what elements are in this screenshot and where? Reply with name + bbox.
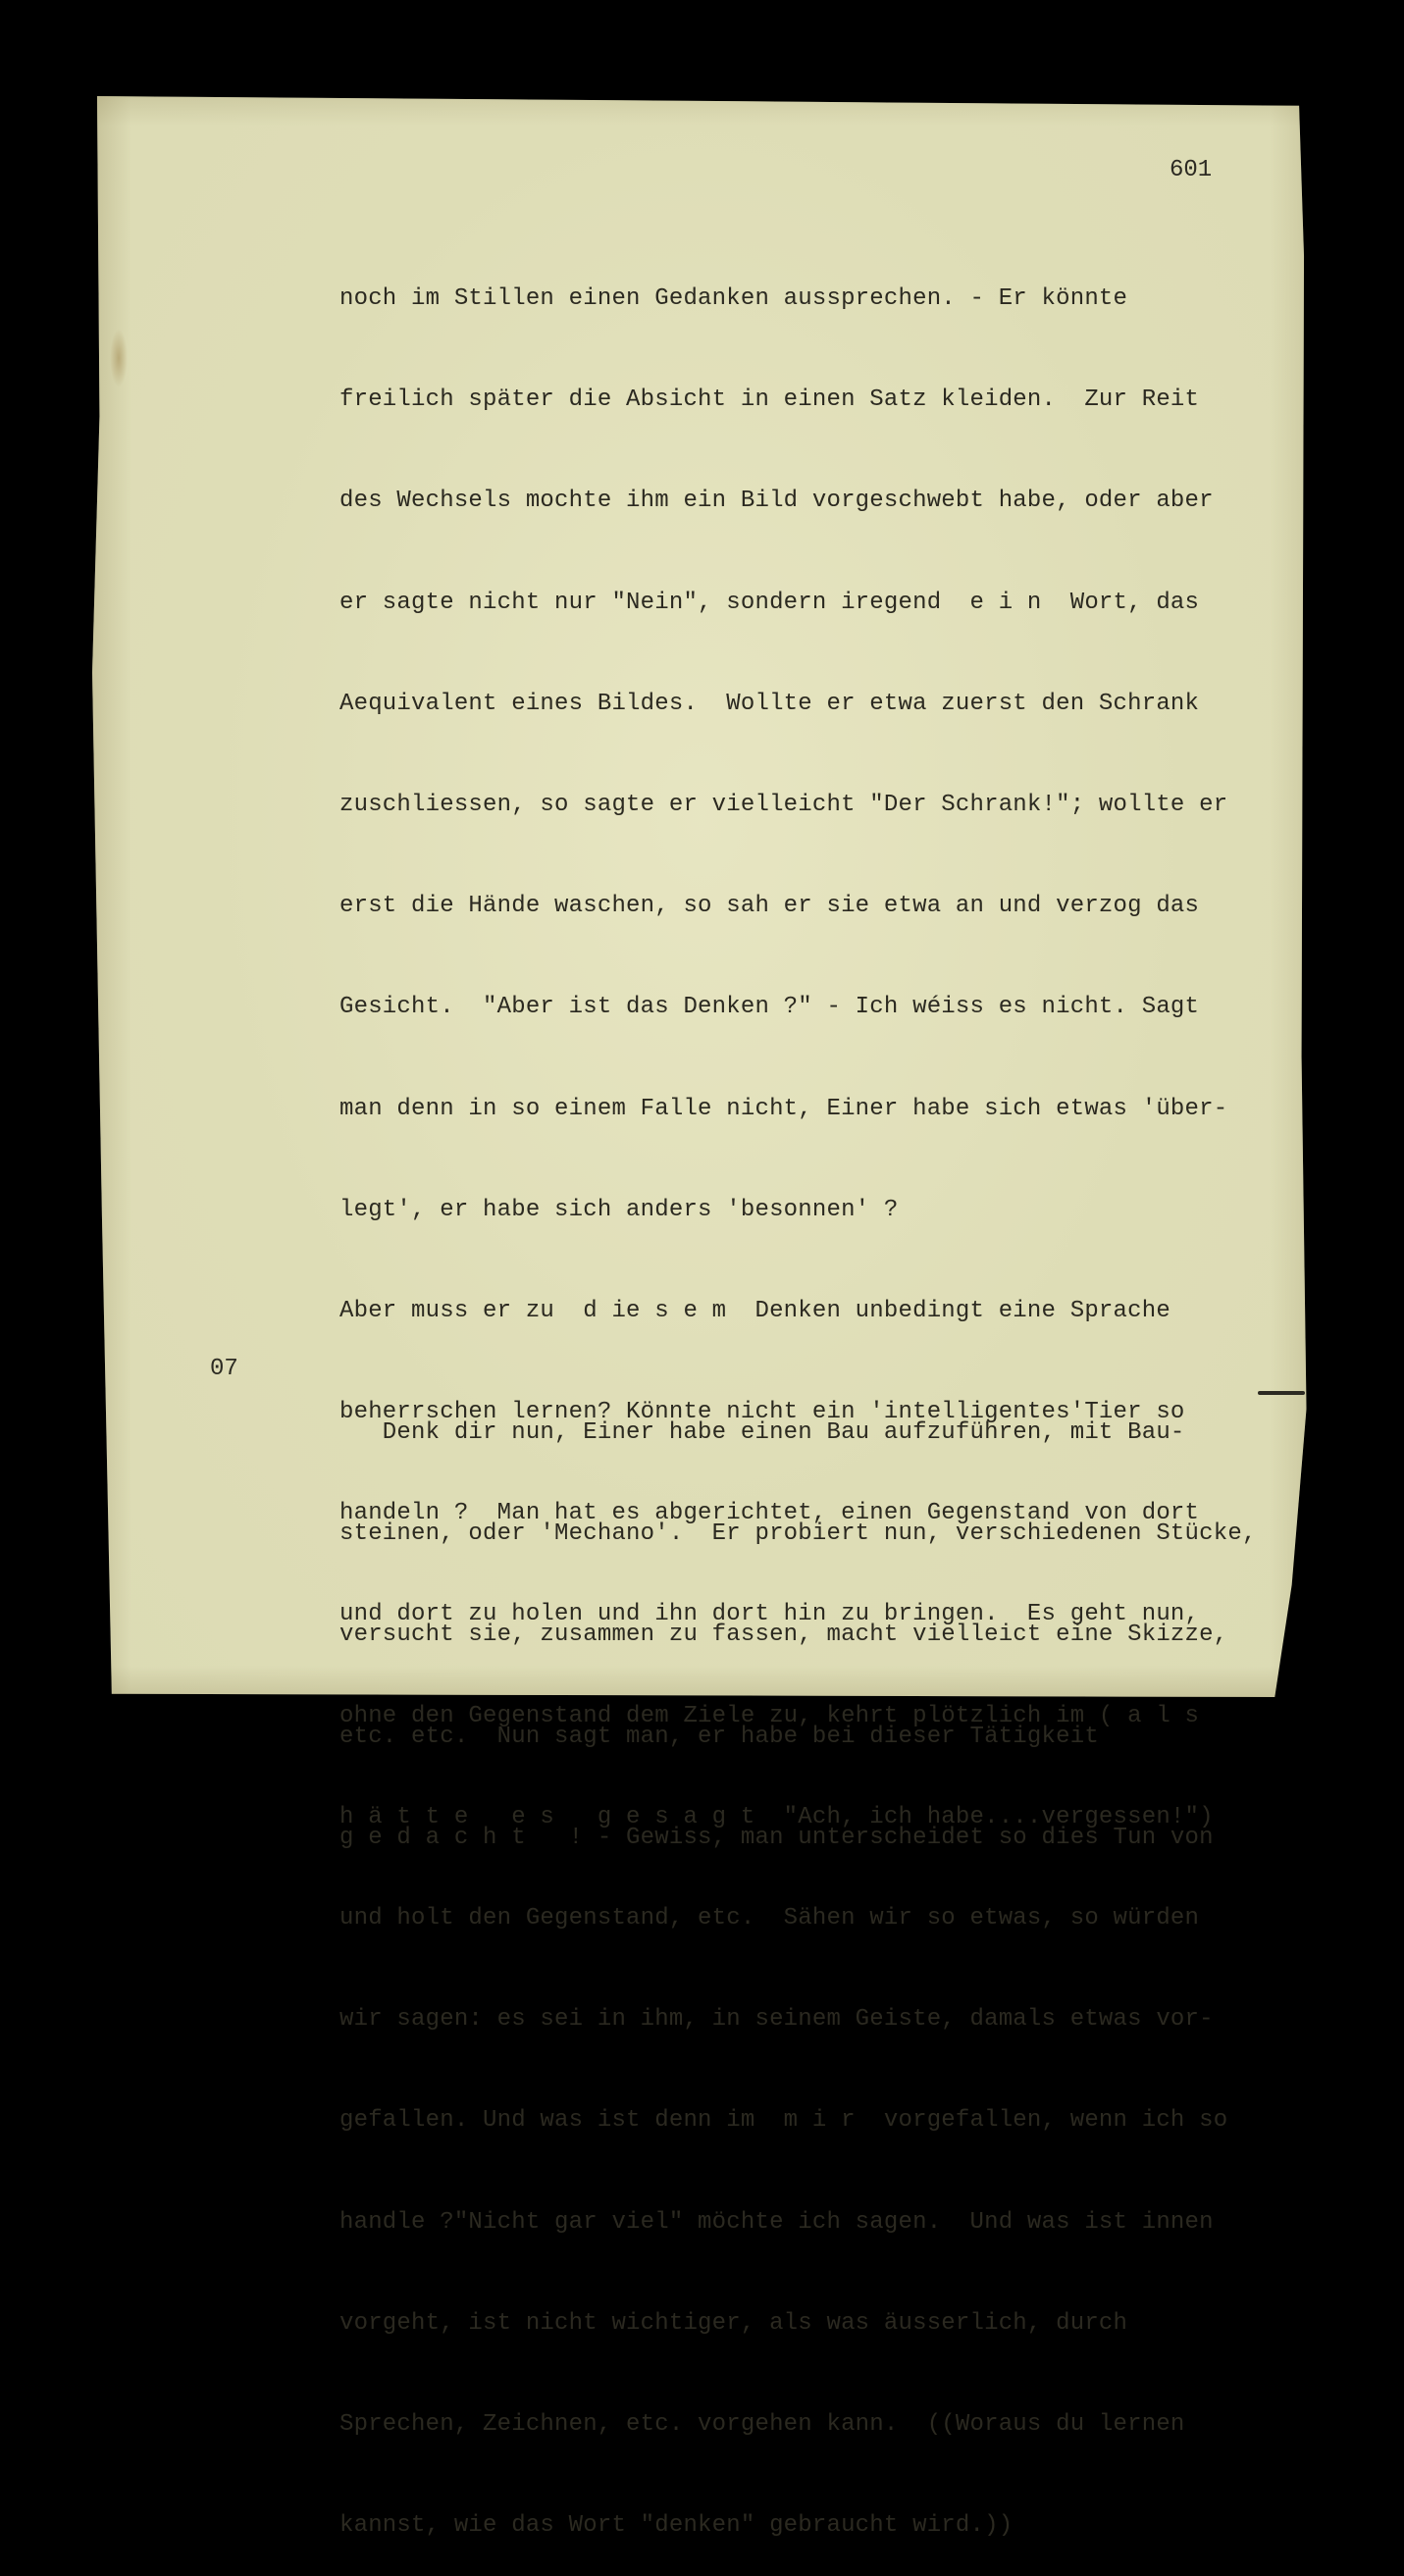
text-line: beherrschen lernen? Könnte nicht ein 'intelligentes'Tier so xyxy=(339,1399,1185,1426)
text-line: erst die Hände waschen, so sah er sie etwa an und verzog das xyxy=(339,893,1200,920)
text-line: und dort zu holen und ihn dort hin zu bringen. Es geht nun, xyxy=(339,1601,1200,1628)
text-line: versucht sie, zusammen zu fassen, macht vielleict eine Skizze, xyxy=(339,1622,1228,1649)
text-line: wir sagen: es sei in ihm, in seinem Geiste, damals etwas vor- xyxy=(339,2006,1214,2034)
text-line: Gesicht. "Aber ist das Denken ?" - Ich wéiss es nicht. Sagt xyxy=(339,994,1200,1021)
margin-dash-mark xyxy=(1258,1391,1305,1395)
text-line: Sprechen, Zeichnen, etc. vorgehen kann. ((Woraus du lernen xyxy=(339,2410,1185,2438)
text-line: kannst, wie das Wort "denken" gebraucht wird.)) xyxy=(339,2512,1014,2540)
text-line: gefallen. Und was ist denn im m i r vorgefallen, wenn ich so xyxy=(339,2107,1228,2135)
text-line: ohne den Gegenstand dem Ziele zu, kehrt plötzlich im ( a l s xyxy=(339,1702,1200,1729)
text-line: h ä t t e e s g e s a g t "Ach, ich habe....vergessen!") xyxy=(339,1803,1214,1830)
text-line: handeln ? Man hat es abgerichtet, einen Gegenstand von dort xyxy=(339,1500,1200,1527)
margin-section-number: 07 xyxy=(210,1356,238,1382)
text-line: handle ?"Nicht gar viel" möchte ich sagen. Und was ist innen xyxy=(339,2208,1214,2236)
text-line: und holt den Gegenstand, etc. Sähen wir so etwas, so würden xyxy=(339,1905,1200,1932)
text-line: er sagte nicht nur "Nein", sondern iregend e i n Wort, das xyxy=(339,589,1200,616)
text-line: Aber muss er zu d ie s e m Denken unbedingt eine Sprache xyxy=(339,1297,1170,1324)
page-number: 601 xyxy=(1170,157,1213,183)
typed-paragraph-2 xyxy=(339,1356,1257,1888)
text-line: vorgeht, ist nicht wichtiger, als was äusserlich, durch xyxy=(339,2309,1128,2337)
text-line: etc. etc. Nun sagt man, er habe bei dieser Tätigkeit xyxy=(339,1723,1099,1750)
text-line: des Wechsels mochte ihm ein Bild vorgeschwebt habe, oder aber xyxy=(339,488,1214,515)
text-line: noch im Stillen einen Gedanken aussprechen. - Er könnte xyxy=(339,285,1128,312)
text-line: Denk dir nun, Einer habe einen Bau aufzuführen, mit Bau- xyxy=(339,1419,1185,1446)
text-line: freilich später die Absicht in einen Satz kleiden. Zur Reit xyxy=(339,386,1200,414)
text-line: man denn in so einem Falle nicht, Einer habe sich etwas 'über- xyxy=(339,1095,1228,1122)
text-line: zuschliessen, so sagte er vielleicht "Der Schrank!"; wollte er xyxy=(339,791,1228,818)
paper-stain xyxy=(110,329,128,387)
text-line: g e d a c h t ! - Gewiss, man unterscheidet so dies Tun von xyxy=(339,1824,1214,1851)
text-line: Aequivalent eines Bildes. Wollte er etwa zuerst den Schrank xyxy=(339,690,1200,717)
text-line: legt', er habe sich anders 'besonnen' ? xyxy=(339,1196,899,1223)
text-line: steinen, oder 'Mechano'. Er probiert nun, verschiedenen Stücke, xyxy=(339,1520,1257,1548)
